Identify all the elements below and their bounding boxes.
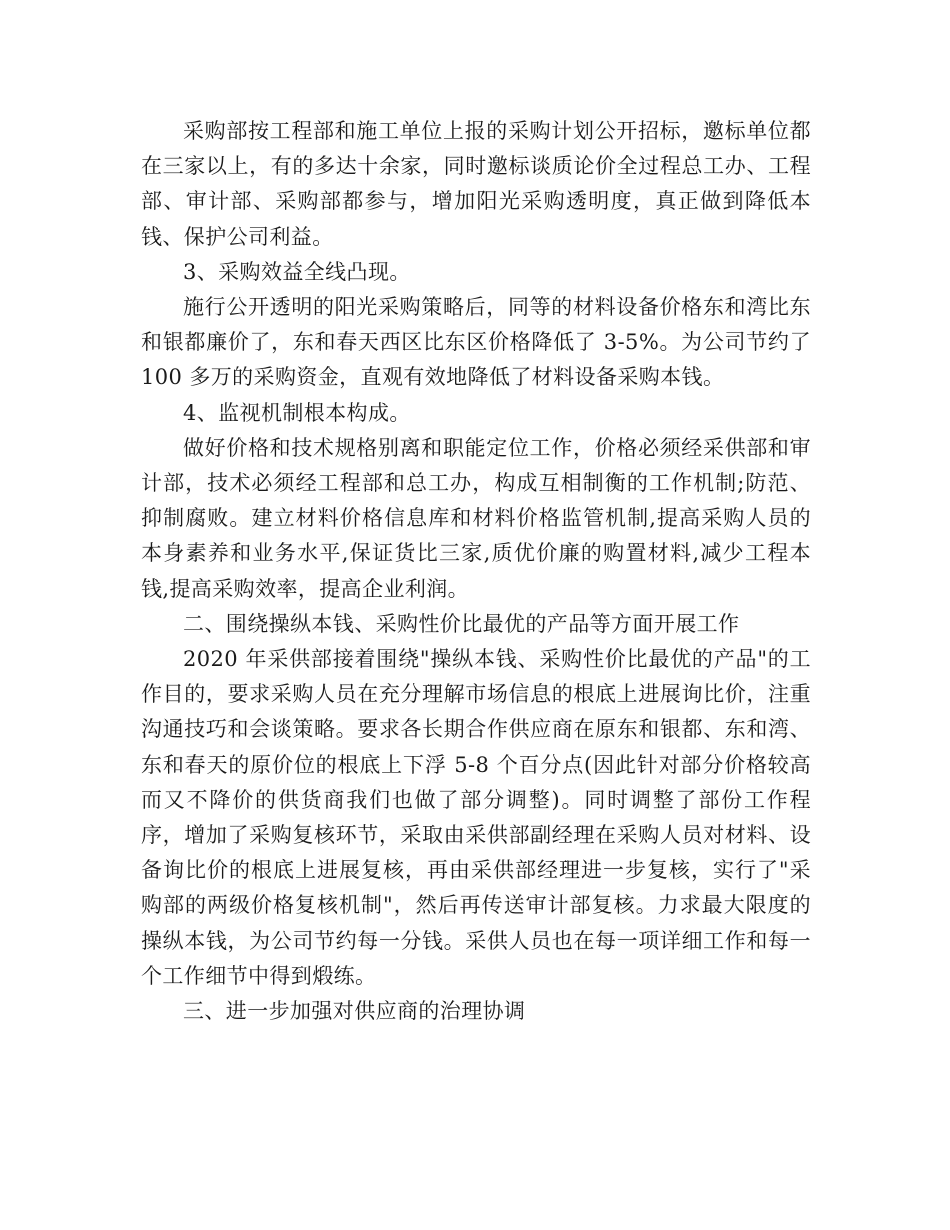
paragraph-cost-savings: 施行公开透明的阳光采购策略后，同等的材料设备价格东和湾比东和银都廉价了，东和春天西区比东区价格降低了 3-5%。为公司节约了 100 多万的采购资金，直观有效地降低了材料设备采购本钱。	[141, 295, 811, 390]
paragraph-2020-goals: 2020 年采供部接着围绕"操纵本钱、采购性价比最优的产品"的工作目的，要求采购人员在充分理解市场信息的根底上进展询比价，注重沟通技巧和会谈策略。要求各长期合作供应商在原东和银都、东和湾、东和春天的原价位的根底上下浮 5-8 个百分点(因此针对部分价格较高而又不降价的供货商我们也做了部分调整)。同时调整了部份工作程序，增加了采购复核环节，采取由采供部副经理在采购人员对材料、设备询比价的根底上进展复核，再由采供部经理进一步复核，实行了"采购部的两级价格复核机制"，然后再传送审计部复核。力求最大限度的操纵本钱，为公司节约每一分钱。采供人员也在每一项详细工作和每一个工作细节中得到煅练。	[141, 647, 811, 988]
paragraph-price-control: 做好价格和技术规格别离和职能定位工作，价格必须经采供部和审计部，技术必须经工程部和总工办，构成互相制衡的工作机制;防范、抑制腐败。建立材料价格信息库和材料价格监管机制,提高采购人员的本身素养和业务水平,保证货比三家,质优价廉的购置材料,减少工程本钱,提高采购效率，提高企业利润。	[141, 435, 811, 601]
heading-supervision-mechanism: 4、监视机制根本构成。	[183, 400, 411, 425]
heading-procurement-benefit: 3、采购效益全线凸现。	[183, 259, 411, 284]
heading-section-two: 二、围绕操纵本钱、采购性价比最优的产品等方面开展工作	[183, 611, 740, 636]
document-body	[141, 114, 811, 1029]
paragraph-procurement-bidding: 采购部按工程部和施工单位上报的采购计划公开招标，邀标单位都在三家以上，有的多达十余家，同时邀标谈质论价全过程总工办、工程部、审计部、采购部都参与，增加阳光采购透明度，真正做到降低本钱、保护公司利益。	[141, 119, 811, 249]
heading-section-three: 三、进一步加强对供应商的治理协调	[183, 999, 526, 1024]
